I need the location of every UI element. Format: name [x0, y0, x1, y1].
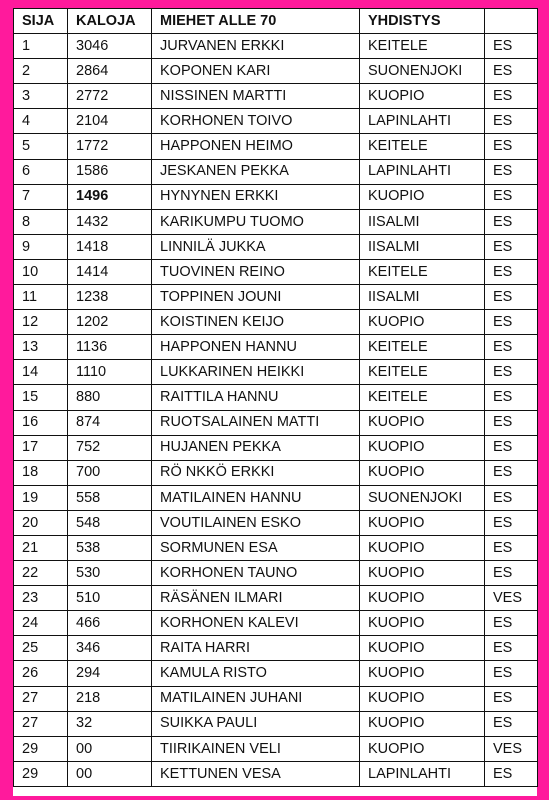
cell-sija: 26 — [14, 661, 68, 686]
cell-extra: ES — [485, 410, 538, 435]
cell-nimi: NISSINEN MARTTI — [152, 84, 360, 109]
cell-kaloja: 548 — [68, 510, 152, 535]
table-row — [14, 460, 538, 485]
cell-sija: 16 — [14, 410, 68, 435]
cell-kaloja: 752 — [68, 435, 152, 460]
cell-kaloja: 3046 — [68, 34, 152, 59]
cell-extra: ES — [485, 761, 538, 786]
table-row — [14, 134, 538, 159]
cell-nimi: RAITTILA HANNU — [152, 385, 360, 410]
table-row — [14, 310, 538, 335]
cell-sija: 20 — [14, 510, 68, 535]
cell-kaloja: 1238 — [68, 285, 152, 310]
cell-extra: ES — [485, 460, 538, 485]
cell-nimi: JESKANEN PEKKA — [152, 159, 360, 184]
table-row — [14, 535, 538, 560]
cell-yhdistys: KUOPIO — [360, 460, 485, 485]
cell-sija: 23 — [14, 586, 68, 611]
cell-kaloja: 2104 — [68, 109, 152, 134]
cell-yhdistys: KUOPIO — [360, 184, 485, 209]
cell-kaloja: 558 — [68, 485, 152, 510]
cell-yhdistys: KEITELE — [360, 34, 485, 59]
cell-yhdistys: SUONENJOKI — [360, 59, 485, 84]
table-row — [14, 209, 538, 234]
cell-extra: ES — [485, 285, 538, 310]
table-row — [14, 109, 538, 134]
cell-yhdistys: KUOPIO — [360, 310, 485, 335]
cell-nimi: KAMULA RISTO — [152, 661, 360, 686]
cell-sija: 25 — [14, 636, 68, 661]
table-header-row — [14, 9, 538, 34]
cell-yhdistys: KEITELE — [360, 360, 485, 385]
cell-nimi: HAPPONEN HANNU — [152, 335, 360, 360]
cell-kaloja: 1586 — [68, 159, 152, 184]
cell-sija: 6 — [14, 159, 68, 184]
cell-yhdistys: KUOPIO — [360, 736, 485, 761]
header-miehet-alle-70: MIEHET ALLE 70 — [152, 9, 360, 34]
table-row — [14, 586, 538, 611]
cell-sija: 29 — [14, 761, 68, 786]
table-row — [14, 335, 538, 360]
cell-sija: 5 — [14, 134, 68, 159]
cell-kaloja: 294 — [68, 661, 152, 686]
cell-nimi: HUJANEN PEKKA — [152, 435, 360, 460]
cell-nimi: SUIKKA PAULI — [152, 711, 360, 736]
cell-nimi: RÖ NKKÖ ERKKI — [152, 460, 360, 485]
cell-extra: ES — [485, 159, 538, 184]
cell-nimi: TUOVINEN REINO — [152, 259, 360, 284]
cell-sija: 11 — [14, 285, 68, 310]
cell-extra: ES — [485, 711, 538, 736]
cell-nimi: KOPONEN KARI — [152, 59, 360, 84]
cell-kaloja: 1202 — [68, 310, 152, 335]
cell-sija: 29 — [14, 736, 68, 761]
cell-kaloja: 00 — [68, 761, 152, 786]
cell-kaloja: 00 — [68, 736, 152, 761]
cell-yhdistys: KUOPIO — [360, 561, 485, 586]
cell-nimi: KORHONEN TOIVO — [152, 109, 360, 134]
cell-sija: 10 — [14, 259, 68, 284]
cell-yhdistys: KUOPIO — [360, 510, 485, 535]
header-kaloja: KALOJA — [68, 9, 152, 34]
cell-nimi: HYNYNEN ERKKI — [152, 184, 360, 209]
table-row — [14, 561, 538, 586]
cell-extra: ES — [485, 360, 538, 385]
cell-nimi: KARIKUMPU TUOMO — [152, 209, 360, 234]
cell-nimi: KOISTINEN KEIJO — [152, 310, 360, 335]
cell-nimi: MATILAINEN JUHANI — [152, 686, 360, 711]
cell-nimi: TOPPINEN JOUNI — [152, 285, 360, 310]
cell-yhdistys: LAPINLAHTI — [360, 109, 485, 134]
cell-sija: 24 — [14, 611, 68, 636]
cell-kaloja: 1136 — [68, 335, 152, 360]
cell-yhdistys: KUOPIO — [360, 586, 485, 611]
cell-nimi: LUKKARINEN HEIKKI — [152, 360, 360, 385]
cell-kaloja: 874 — [68, 410, 152, 435]
cell-nimi: TIIRIKAINEN VELI — [152, 736, 360, 761]
cell-sija: 1 — [14, 34, 68, 59]
cell-sija: 17 — [14, 435, 68, 460]
cell-kaloja: 700 — [68, 460, 152, 485]
cell-yhdistys: KUOPIO — [360, 611, 485, 636]
cell-kaloja: 1772 — [68, 134, 152, 159]
cell-yhdistys: KUOPIO — [360, 410, 485, 435]
cell-sija: 7 — [14, 184, 68, 209]
cell-kaloja: 510 — [68, 586, 152, 611]
cell-nimi: MATILAINEN HANNU — [152, 485, 360, 510]
table-row — [14, 485, 538, 510]
cell-nimi: RÄSÄNEN ILMARI — [152, 586, 360, 611]
cell-kaloja: 1414 — [68, 259, 152, 284]
cell-yhdistys: LAPINLAHTI — [360, 159, 485, 184]
table-row — [14, 410, 538, 435]
header-sija: SIJA — [14, 9, 68, 34]
cell-kaloja: 1432 — [68, 209, 152, 234]
table-row — [14, 385, 538, 410]
table-row — [14, 686, 538, 711]
cell-extra: ES — [485, 59, 538, 84]
cell-extra: ES — [485, 535, 538, 560]
cell-extra: ES — [485, 435, 538, 460]
table-row — [14, 59, 538, 84]
cell-kaloja: 218 — [68, 686, 152, 711]
table-row — [14, 711, 538, 736]
cell-sija: 27 — [14, 711, 68, 736]
table-row — [14, 510, 538, 535]
cell-sija: 2 — [14, 59, 68, 84]
cell-extra: ES — [485, 636, 538, 661]
cell-extra: ES — [485, 109, 538, 134]
table-row — [14, 661, 538, 686]
cell-sija: 9 — [14, 234, 68, 259]
cell-yhdistys: LAPINLAHTI — [360, 761, 485, 786]
cell-sija: 3 — [14, 84, 68, 109]
cell-yhdistys: KEITELE — [360, 134, 485, 159]
table-row — [14, 34, 538, 59]
table-row — [14, 736, 538, 761]
cell-yhdistys: IISALMI — [360, 234, 485, 259]
cell-yhdistys: IISALMI — [360, 285, 485, 310]
table-row — [14, 184, 538, 209]
cell-sija: 4 — [14, 109, 68, 134]
cell-extra: ES — [485, 385, 538, 410]
cell-kaloja: 32 — [68, 711, 152, 736]
cell-nimi: KORHONEN KALEVI — [152, 611, 360, 636]
table-row — [14, 84, 538, 109]
cell-kaloja: 538 — [68, 535, 152, 560]
cell-nimi: HAPPONEN HEIMO — [152, 134, 360, 159]
cell-kaloja: 1110 — [68, 360, 152, 385]
cell-extra: ES — [485, 184, 538, 209]
cell-sija: 27 — [14, 686, 68, 711]
cell-kaloja: 880 — [68, 385, 152, 410]
table-row — [14, 234, 538, 259]
cell-extra: ES — [485, 611, 538, 636]
cell-yhdistys: KEITELE — [360, 385, 485, 410]
cell-sija: 21 — [14, 535, 68, 560]
cell-extra: ES — [485, 259, 538, 284]
cell-extra: ES — [485, 561, 538, 586]
header-yhdistys: YHDISTYS — [360, 9, 485, 34]
cell-nimi: LINNILÄ JUKKA — [152, 234, 360, 259]
cell-sija: 22 — [14, 561, 68, 586]
cell-extra: ES — [485, 310, 538, 335]
cell-extra: VES — [485, 586, 538, 611]
cell-nimi: RAITA HARRI — [152, 636, 360, 661]
cell-kaloja: 346 — [68, 636, 152, 661]
cell-sija: 13 — [14, 335, 68, 360]
cell-nimi: VOUTILAINEN ESKO — [152, 510, 360, 535]
cell-sija: 18 — [14, 460, 68, 485]
table-row — [14, 435, 538, 460]
cell-yhdistys: KEITELE — [360, 259, 485, 284]
cell-sija: 14 — [14, 360, 68, 385]
cell-yhdistys: IISALMI — [360, 209, 485, 234]
results-table — [13, 8, 538, 787]
cell-extra: ES — [485, 510, 538, 535]
table-row — [14, 285, 538, 310]
table-body — [14, 34, 538, 787]
table-row — [14, 636, 538, 661]
cell-kaloja: 466 — [68, 611, 152, 636]
cell-yhdistys: KUOPIO — [360, 686, 485, 711]
cell-yhdistys: KUOPIO — [360, 711, 485, 736]
cell-kaloja: 530 — [68, 561, 152, 586]
cell-nimi: RUOTSALAINEN MATTI — [152, 410, 360, 435]
cell-sija: 12 — [14, 310, 68, 335]
results-sheet — [13, 8, 537, 796]
cell-yhdistys: KUOPIO — [360, 661, 485, 686]
cell-extra: ES — [485, 335, 538, 360]
cell-extra: ES — [485, 234, 538, 259]
cell-extra: ES — [485, 134, 538, 159]
header-extra — [485, 9, 538, 34]
cell-nimi: KETTUNEN VESA — [152, 761, 360, 786]
cell-nimi: SORMUNEN ESA — [152, 535, 360, 560]
table-row — [14, 259, 538, 284]
table-row — [14, 360, 538, 385]
cell-yhdistys: SUONENJOKI — [360, 485, 485, 510]
cell-yhdistys: KEITELE — [360, 335, 485, 360]
cell-nimi: KORHONEN TAUNO — [152, 561, 360, 586]
cell-kaloja: 1496 — [68, 184, 152, 209]
cell-extra: ES — [485, 661, 538, 686]
cell-extra: ES — [485, 84, 538, 109]
cell-kaloja: 2864 — [68, 59, 152, 84]
cell-kaloja: 1418 — [68, 234, 152, 259]
cell-yhdistys: KUOPIO — [360, 84, 485, 109]
table-row — [14, 159, 538, 184]
cell-extra: ES — [485, 209, 538, 234]
cell-extra: VES — [485, 736, 538, 761]
cell-sija: 19 — [14, 485, 68, 510]
table-row — [14, 611, 538, 636]
cell-extra: ES — [485, 34, 538, 59]
cell-extra: ES — [485, 686, 538, 711]
cell-extra: ES — [485, 485, 538, 510]
table-row — [14, 761, 538, 786]
cell-yhdistys: KUOPIO — [360, 435, 485, 460]
cell-yhdistys: KUOPIO — [360, 636, 485, 661]
cell-nimi: JURVANEN ERKKI — [152, 34, 360, 59]
cell-sija: 15 — [14, 385, 68, 410]
cell-sija: 8 — [14, 209, 68, 234]
cell-yhdistys: KUOPIO — [360, 535, 485, 560]
cell-kaloja: 2772 — [68, 84, 152, 109]
